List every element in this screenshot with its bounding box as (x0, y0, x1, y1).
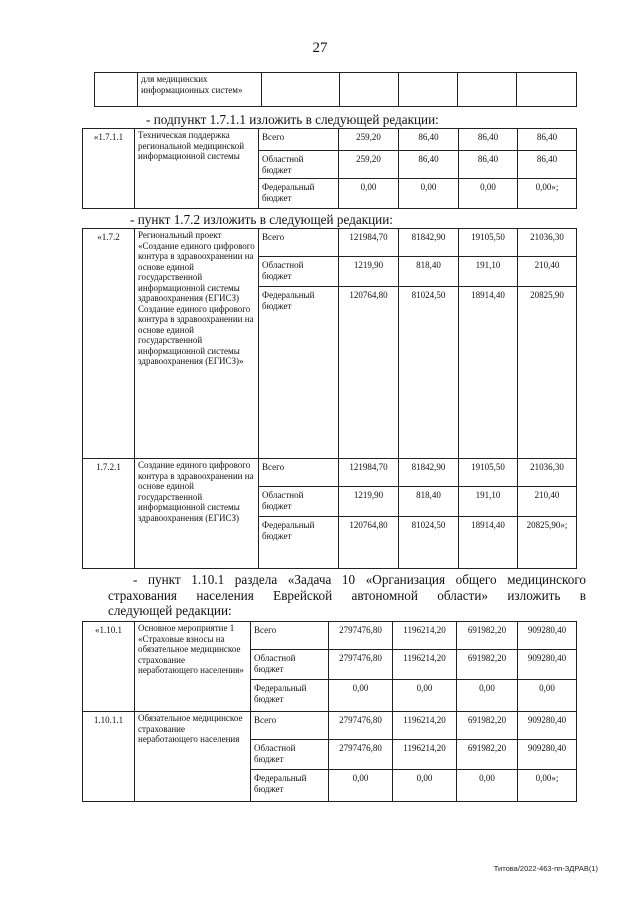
value-cell: 21036,30 (518, 459, 577, 487)
value-cell: 1219,90 (339, 487, 399, 517)
row-code: «1.7.2 (83, 229, 135, 459)
row-name: Создание единого цифрового контура в здравоохранении на основе единой государственной информационной системы здравоохранения (ЕГИСЗ) (135, 459, 259, 569)
source-cell: Всего (259, 129, 339, 151)
table-row (83, 229, 577, 257)
value-cell: 120764,80 (339, 287, 399, 459)
source-cell: Областной бюджет (259, 487, 339, 517)
value-cell: 818,40 (399, 487, 459, 517)
table-1-7-2 (82, 228, 577, 569)
value-cell: 0,00 (457, 770, 518, 802)
value-cell: 909280,40 (518, 740, 577, 770)
source-cell: Всего (259, 229, 339, 257)
row-code: «1.7.1.1 (83, 129, 135, 209)
row-name: Обязательное медицинское страхование неработающего населения (135, 712, 251, 802)
value-cell: 818,40 (399, 257, 459, 287)
value-cell: 1196214,20 (393, 712, 457, 740)
fragment-code-cell (95, 73, 138, 107)
value-cell: 691982,20 (457, 622, 518, 650)
value-cell: 210,40 (518, 257, 577, 287)
value-cell: 210,40 (518, 487, 577, 517)
table-row (83, 129, 577, 151)
value-cell: 1196214,20 (393, 740, 457, 770)
value-cell: 2797476,80 (329, 740, 393, 770)
source-cell: Областной бюджет (251, 650, 329, 680)
value-cell: 121984,70 (339, 459, 399, 487)
value-cell: 21036,30 (518, 229, 577, 257)
value-cell: 86,40 (518, 151, 577, 179)
source-cell: Всего (259, 459, 339, 487)
paragraph-line: - пункт 1.10.1 раздела «Задача 10 «Организация общего медицинского (133, 572, 586, 587)
value-cell: 1196214,20 (393, 650, 457, 680)
value-cell: 909280,40 (518, 622, 577, 650)
value-cell: 0,00»; (518, 770, 577, 802)
page-number: 27 (312, 40, 328, 56)
value-cell: 191,10 (459, 487, 518, 517)
caption-subitem-1-7-1-1: - подпункт 1.7.1.1 изложить в следующей редакции: (146, 112, 439, 127)
value-cell: 19105,50 (459, 229, 518, 257)
value-cell: 0,00 (518, 680, 577, 712)
value-cell: 120764,80 (339, 517, 399, 569)
source-cell: Областной бюджет (259, 257, 339, 287)
value-cell: 86,40 (518, 129, 577, 151)
value-cell: 0,00 (329, 770, 393, 802)
source-cell: Всего (251, 622, 329, 650)
value-cell: 0,00»; (518, 179, 577, 209)
top-fragment-table (94, 72, 577, 107)
value-cell: 0,00 (457, 680, 518, 712)
value-cell: 20825,90 (518, 287, 577, 459)
value-cell: 81024,50 (399, 287, 459, 459)
source-cell: Всего (251, 712, 329, 740)
value-cell: 18914,40 (459, 287, 518, 459)
value-cell: 191,10 (459, 257, 518, 287)
row-code: 1.10.1.1 (83, 712, 135, 802)
caption-item-1-7-2: - пункт 1.7.2 изложить в следующей редакции: (130, 212, 393, 227)
row-name: Техническая поддержка региональной медицинской информационной системы (135, 129, 259, 209)
value-cell: 86,40 (459, 129, 518, 151)
value-cell: 1219,90 (339, 257, 399, 287)
value-cell: 2797476,80 (329, 650, 393, 680)
value-cell: 86,40 (399, 151, 459, 179)
paragraph-line: следующей редакции: (108, 603, 232, 618)
table-row (83, 712, 577, 740)
table-row (83, 622, 577, 650)
table-1-10-1 (82, 621, 577, 802)
source-cell: Федеральный бюджет (259, 287, 339, 459)
value-cell: 86,40 (459, 151, 518, 179)
source-cell: Федеральный бюджет (259, 517, 339, 569)
row-code: «1.10.1 (83, 622, 135, 712)
source-cell: Областной бюджет (259, 151, 339, 179)
value-cell: 909280,40 (518, 650, 577, 680)
document-footer-code: Титова/2022-463-пп-ЗДРАВ(1) (493, 864, 598, 873)
value-cell: 2797476,80 (329, 712, 393, 740)
value-cell: 81024,50 (399, 517, 459, 569)
value-cell: 259,20 (339, 129, 399, 151)
value-cell: 909280,40 (518, 712, 577, 740)
value-cell: 19105,50 (459, 459, 518, 487)
row-code: 1.7.2.1 (83, 459, 135, 569)
value-cell: 2797476,80 (329, 622, 393, 650)
value-cell: 0,00 (339, 179, 399, 209)
value-cell: 81842,90 (399, 229, 459, 257)
value-cell: 81842,90 (399, 459, 459, 487)
value-cell: 0,00 (459, 179, 518, 209)
paragraph-item-1-10-1 (108, 572, 586, 619)
source-cell: Федеральный бюджет (251, 680, 329, 712)
source-cell: Федеральный бюджет (259, 179, 339, 209)
fragment-name-cell: для медицинских информационных систем» (138, 73, 262, 107)
value-cell: 1196214,20 (393, 622, 457, 650)
row-name: Региональный проект «Создание единого цифрового контура в здравоохранении на основе единой государственной информационной системы здравоохранения (ЕГИСЗ) Создание единого цифрового контура в здравоохранении на основе единой государственной информационной системы здравоохранения (ЕГИСЗ)» (135, 229, 259, 459)
value-cell: 0,00 (329, 680, 393, 712)
value-cell: 0,00 (393, 770, 457, 802)
paragraph-line: страхования населения Еврейской автономной области» изложить в (108, 587, 586, 603)
value-cell: 20825,90»; (518, 517, 577, 569)
value-cell: 0,00 (393, 680, 457, 712)
row-name: Основное мероприятие 1 «Страховые взносы на обязательное медицинское страхование неработающего населения» (135, 622, 251, 712)
value-cell: 0,00 (399, 179, 459, 209)
table-row (83, 459, 577, 487)
value-cell: 86,40 (399, 129, 459, 151)
value-cell: 691982,20 (457, 740, 518, 770)
value-cell: 121984,70 (339, 229, 399, 257)
value-cell: 691982,20 (457, 650, 518, 680)
source-cell: Федеральный бюджет (251, 770, 329, 802)
value-cell: 259,20 (339, 151, 399, 179)
value-cell: 18914,40 (459, 517, 518, 569)
source-cell: Областной бюджет (251, 740, 329, 770)
table-1-7-1-1 (82, 128, 577, 209)
value-cell: 691982,20 (457, 712, 518, 740)
